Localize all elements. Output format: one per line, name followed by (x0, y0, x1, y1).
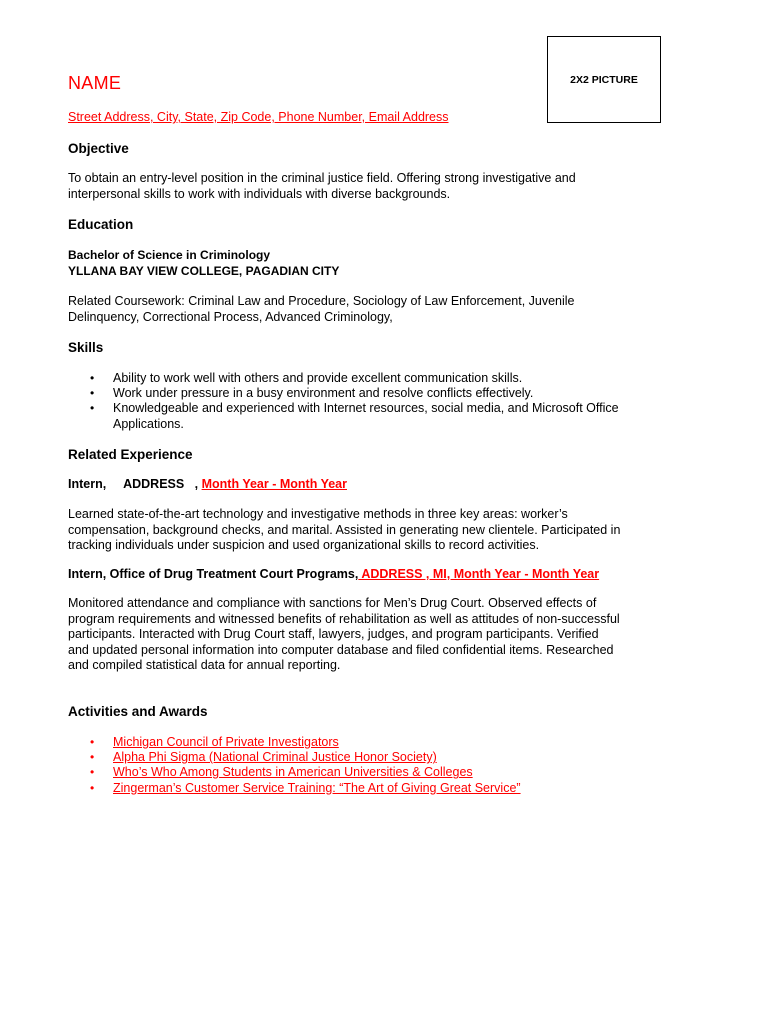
job2-line: Monitored attendance and compliance with sanctions for Men’s Drug Court. Observed effects of (68, 596, 597, 610)
photo-placeholder-label: 2X2 PICTURE (570, 73, 638, 86)
job2-line: participants. Interacted with Drug Court staff, lawyers, judges, and program participants. Verified (68, 627, 599, 641)
list-item (68, 386, 698, 401)
activity-link[interactable]: Zingerman’s Customer Service Training: “The Art of Giving Great Service” (113, 780, 521, 795)
activities-list (68, 735, 698, 796)
job1-line: compensation, background checks, and marital. Assisted in generating new clientele. Participated in (68, 522, 621, 537)
experience-heading: Related Experience (68, 447, 193, 462)
bullet-icon: • (90, 750, 95, 765)
job2-line: and compiled statistical data for annual reporting. (68, 658, 341, 672)
bullet-icon: • (90, 765, 95, 780)
objective-text (68, 171, 708, 202)
coursework (68, 294, 708, 325)
job1-prefix: Intern, ADDRESS , (68, 477, 199, 491)
list-item[interactable] (68, 765, 698, 780)
candidate-name: NAME (68, 73, 122, 93)
activities-heading: Activities and Awards (68, 704, 208, 719)
bullet-icon: • (90, 780, 95, 795)
school: YLLANA BAY VIEW COLLEGE, PAGADIAN CITY (68, 264, 340, 278)
job2-prefix: Intern, Office of Drug Treatment Court Programs, (68, 567, 359, 581)
list-item[interactable] (68, 735, 698, 750)
skill-text: Ability to work well with others and provide excellent communication skills. (113, 371, 523, 385)
bullet-icon: • (90, 401, 95, 416)
job2-description (68, 596, 708, 674)
objective-heading: Objective (68, 141, 129, 156)
job1-dates: Month Year - Month Year (201, 477, 347, 491)
job1-title (68, 477, 347, 491)
job1-line: Learned state-of-the-art technology and investigative methods in three key areas: worker’s (68, 507, 568, 521)
contact-line: Street Address, City, State, Zip Code, Phone Number, Email Address (68, 110, 449, 124)
photo-placeholder (547, 36, 661, 123)
skill-text: Work under pressure in a busy environment and resolve conflicts effectively. (113, 386, 534, 401)
activity-link[interactable]: Michigan Council of Private Investigators (113, 735, 339, 749)
coursework-line: Delinquency, Correctional Process, Advanced Criminology, (68, 309, 393, 324)
job2-line: program requirements and witnessed benefits of rehabilitation as well as attitudes of non-successful (68, 611, 620, 626)
bullet-icon: • (90, 735, 95, 749)
job2-details: ADDRESS , MI, Month Year - Month Year (358, 567, 600, 581)
skill-text: Knowledgeable and experienced with Internet resources, social media, and Microsoft Office (113, 401, 619, 416)
coursework-line: Related Coursework: Criminal Law and Procedure, Sociology of Law Enforcement, Juvenile (68, 294, 575, 308)
skills-heading: Skills (68, 340, 104, 355)
skills-list (68, 371, 698, 432)
job1-description (68, 507, 708, 554)
objective-line: To obtain an entry-level position in the criminal justice field. Offering strong investigative and (68, 171, 576, 185)
education-heading: Education (68, 217, 134, 232)
objective-line: interpersonal skills to work with individuals with diverse backgrounds. (68, 186, 451, 201)
list-item[interactable] (68, 781, 698, 796)
list-item (68, 401, 698, 431)
list-item (68, 371, 698, 386)
bullet-icon: • (90, 386, 95, 401)
skill-text: Applications. (113, 416, 184, 431)
job2-title (68, 567, 599, 581)
bullet-icon: • (90, 371, 95, 385)
activity-link[interactable]: Who’s Who Among Students in American Universities & Colleges (113, 765, 473, 780)
job1-line: tracking individuals under suspicion and used organizational skills to record activities. (68, 538, 540, 552)
list-item[interactable] (68, 750, 698, 765)
job2-line: and updated personal information into computer database and filed confidential items. Researched (68, 642, 614, 657)
degree: Bachelor of Science in Criminology (68, 248, 271, 262)
activity-link[interactable]: Alpha Phi Sigma (National Criminal Justice Honor Society) (113, 750, 437, 765)
